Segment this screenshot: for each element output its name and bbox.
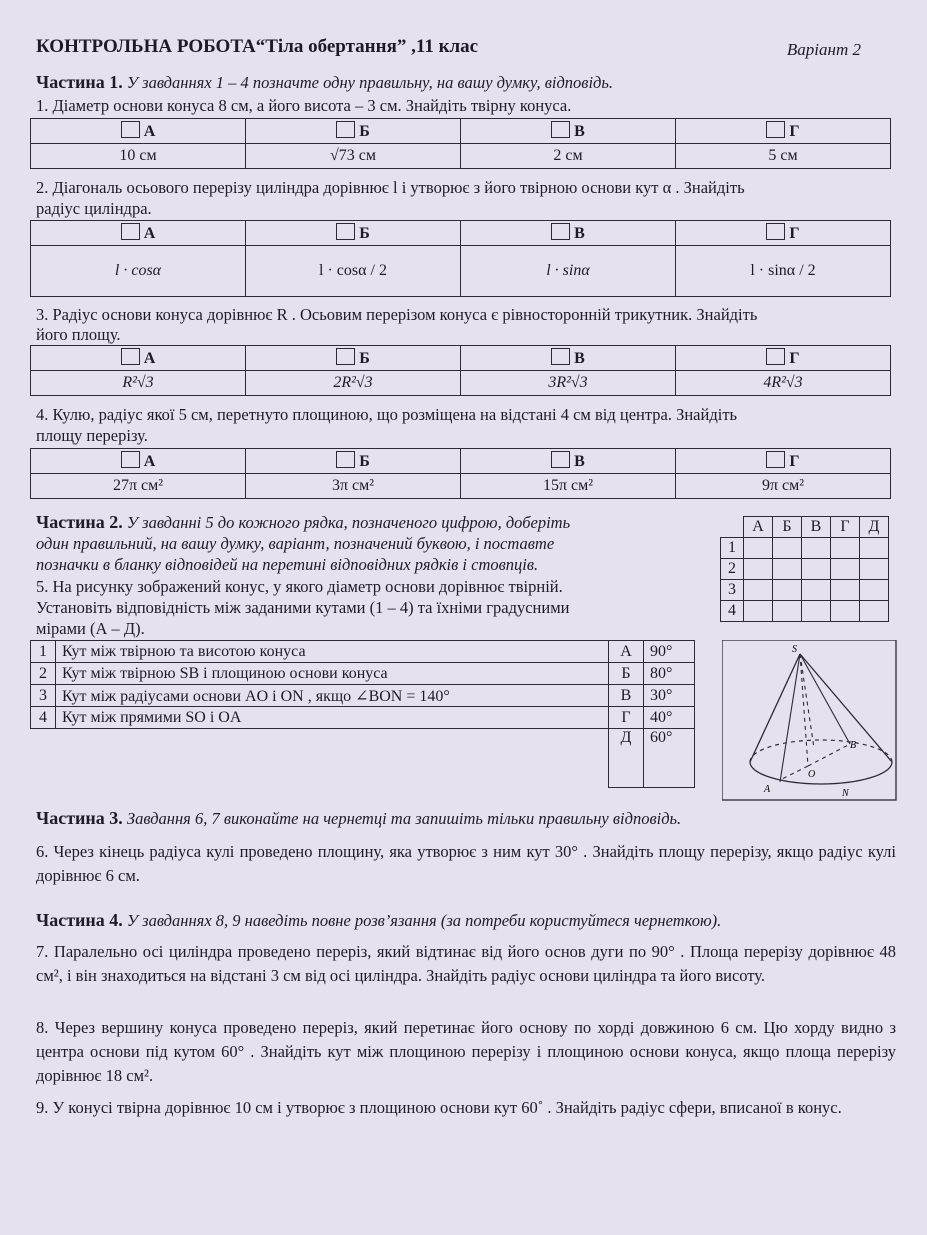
q3-answer-d: 4R²√3: [676, 371, 891, 396]
q1-answer-d: 5 см: [676, 144, 891, 169]
center-label-o: O: [808, 769, 816, 780]
q2-answer-c: l · sinα: [461, 246, 676, 297]
grid-cell[interactable]: [773, 538, 802, 559]
grid-cell[interactable]: [831, 538, 860, 559]
grid-cell[interactable]: [802, 538, 831, 559]
cone-figure: [722, 640, 898, 802]
q3-answer-a: R²√3: [31, 371, 246, 396]
q6-text: 6. Через кінець радіуса кулі проведено площину, яка утворює з ним кут 30° . Знайдіть площу перерізу, якщо радіус кулі дорівнює 6 см.: [36, 842, 896, 885]
q4-text-line1: 4. Кулю, радіус якої 5 см, перетнуто площиною, що розміщена на відстані 4 см від центра. Знайдіть: [36, 405, 738, 424]
grid-cell[interactable]: [744, 559, 773, 580]
q1-option-a-cell[interactable]: [31, 119, 246, 144]
q8-text: 8. Через вершину конуса проведено переріз, який перетинає його основу по хорді довжиною 6 см. Цю хорду видно з центра основи під кутом 60° . Знайдіть кут між площиною перерізу і площиною основи конуса, якщо площа перерізу дорівнює 18 см².: [36, 1018, 896, 1085]
grid-row-header: 1: [721, 538, 744, 559]
cone-base-front: [750, 762, 892, 784]
match-value: 90°: [644, 641, 695, 663]
match-letter: А: [609, 641, 644, 663]
q3-option-d-cell[interactable]: [676, 346, 891, 371]
grid-cell[interactable]: [860, 580, 889, 601]
matching-table: [30, 640, 695, 788]
option-letter: А: [143, 453, 156, 470]
grid-cell[interactable]: [802, 580, 831, 601]
part1-heading: [36, 72, 613, 93]
q2-text-line1: 2. Діагональ осьового перерізу циліндра дорівнює l і утворює з його твірною основи кут α . Знайдіть: [36, 178, 745, 197]
q1-text: 1. Діаметр основи конуса 8 см, а його висота – 3 см. Знайдіть твірну конуса.: [36, 96, 572, 115]
checkbox-icon[interactable]: [766, 121, 785, 138]
match-num: 1: [31, 641, 56, 663]
grid-col-header: А: [744, 517, 773, 538]
match-value: 30°: [644, 685, 695, 707]
part1-instruction: У завданнях 1 – 4 позначте одну правильну, на вашу думку, відповідь.: [126, 73, 614, 92]
option-letter: В: [574, 453, 585, 470]
q9-text: 9. У конусі твірна дорівнює 10 см і утворює з площиною основи кут 60˚ . Знайдіть радіус сфери, вписаної в конус.: [36, 1098, 842, 1117]
q2-option-a-cell[interactable]: [31, 221, 246, 246]
q2-option-c-cell[interactable]: [461, 221, 676, 246]
q4-option-c-cell[interactable]: [461, 449, 676, 474]
option-letter: А: [143, 225, 156, 242]
part2-heading: [36, 512, 570, 533]
option-letter: Г: [789, 350, 800, 367]
grid-cell[interactable]: [860, 538, 889, 559]
q4-answer-c: 15π см²: [461, 474, 676, 499]
grid-cell[interactable]: [831, 601, 860, 622]
match-value: 40°: [644, 707, 695, 729]
part2-label: Частина 2.: [36, 512, 123, 532]
q2-answer-table: [30, 220, 891, 297]
match-empty: [56, 729, 609, 788]
match-num: 4: [31, 707, 56, 729]
option-letter: Б: [359, 225, 370, 242]
q1-answer-b: √73 см: [246, 144, 461, 169]
grid-cell[interactable]: [860, 559, 889, 580]
part3-heading: [36, 808, 681, 829]
part3-label: Частина 3.: [36, 808, 123, 828]
grid-cell[interactable]: [802, 559, 831, 580]
grid-col-header: Г: [831, 517, 860, 538]
checkbox-icon[interactable]: [121, 121, 140, 138]
grid-cell[interactable]: [773, 580, 802, 601]
q4-answer-table: [30, 448, 891, 499]
match-item: Кут між радіусами основи AO і ON , якщо ∠BON = 140°: [56, 685, 609, 707]
q2-text-line2: радіус циліндра.: [36, 199, 152, 218]
match-letter: В: [609, 685, 644, 707]
match-letter: Б: [609, 663, 644, 685]
q3-answer-table: [30, 345, 891, 396]
q3-answer-c: 3R²√3: [461, 371, 676, 396]
checkbox-icon[interactable]: [766, 223, 785, 240]
checkbox-icon[interactable]: [766, 348, 785, 365]
q5-text-line2: Установіть відповідність між заданими кутами (1 – 4) та їхніми градусними: [36, 598, 570, 617]
q3-text-line1: 3. Радіус основи конуса дорівнює R . Осьовим перерізом конуса є рівносторонній трикутник. Знайдіть: [36, 305, 758, 324]
q1-answer-a: 10 см: [31, 144, 246, 169]
q2-option-d-cell[interactable]: [676, 221, 891, 246]
grid-corner: [721, 517, 744, 538]
checkbox-icon[interactable]: [551, 121, 570, 138]
match-empty: [31, 729, 56, 788]
vertex-label-s: S: [792, 644, 797, 655]
option-letter: Б: [359, 123, 370, 140]
option-letter: Г: [789, 123, 800, 140]
match-value: 80°: [644, 663, 695, 685]
checkbox-icon[interactable]: [551, 223, 570, 240]
checkbox-icon[interactable]: [121, 451, 140, 468]
option-letter: А: [143, 350, 156, 367]
match-num: 2: [31, 663, 56, 685]
point-label-n: N: [842, 788, 849, 799]
grid-row-header: 2: [721, 559, 744, 580]
grid-row-header: 3: [721, 580, 744, 601]
q4-option-a-cell[interactable]: [31, 449, 246, 474]
part4-label: Частина 4.: [36, 910, 123, 930]
cone-base-back: [750, 740, 892, 762]
grid-cell[interactable]: [744, 538, 773, 559]
q4-text-line2: площу перерізу.: [36, 426, 148, 445]
q3-option-c-cell[interactable]: [461, 346, 676, 371]
page-title: КОНТРОЛЬНА РОБОТА“Тіла обертання” ,11 клас: [36, 36, 479, 57]
q2-option-b-cell[interactable]: [246, 221, 461, 246]
q4-answer-b: 3π см²: [246, 474, 461, 499]
checkbox-icon[interactable]: [766, 451, 785, 468]
q1-answer-table: [30, 118, 891, 169]
checkbox-icon[interactable]: [336, 348, 355, 365]
q1-option-c-cell[interactable]: [461, 119, 676, 144]
option-letter: В: [574, 123, 585, 140]
q4-option-d-cell[interactable]: [676, 449, 891, 474]
part2-instruction-3: позначки в бланку відповідей на перетині відповідних рядків і стовпців.: [36, 555, 539, 574]
part3-instruction: Завдання 6, 7 виконайте на чернетці та запишіть тільки правильну відповідь.: [126, 809, 682, 828]
option-letter: В: [574, 350, 585, 367]
part2-instruction-1: У завданні 5 до кожного рядка, позначеного цифрою, доберіть: [126, 513, 571, 532]
checkbox-icon[interactable]: [121, 348, 140, 365]
checkbox-icon[interactable]: [121, 223, 140, 240]
match-letter: Г: [609, 707, 644, 729]
option-letter: Б: [359, 453, 370, 470]
variant-label: Варіант 2: [786, 40, 861, 59]
grid-cell[interactable]: [860, 601, 889, 622]
checkbox-icon[interactable]: [336, 451, 355, 468]
option-letter: Б: [359, 350, 370, 367]
grid-col-header: Б: [773, 517, 802, 538]
q2-answer-d: l · sinα / 2: [676, 246, 891, 297]
part4-instruction: У завданнях 8, 9 наведіть повне розв’язання (за потреби користуйтеся чернеткою).: [126, 911, 722, 930]
part1-label: Частина 1.: [36, 72, 123, 92]
point-label-b: B: [850, 740, 857, 751]
q5-text-line1: 5. На рисунку зображений конус, у якого діаметр основи дорівнює твірній.: [36, 577, 563, 596]
q3-text-line2: його площу.: [36, 325, 121, 344]
q1-option-b-cell[interactable]: [246, 119, 461, 144]
grid-col-header: Д: [860, 517, 889, 538]
grid-cell[interactable]: [802, 601, 831, 622]
match-num: 3: [31, 685, 56, 707]
match-value: 60°: [644, 729, 695, 788]
checkbox-icon[interactable]: [336, 223, 355, 240]
q3-answer-b: 2R²√3: [246, 371, 461, 396]
grid-cell[interactable]: [831, 559, 860, 580]
q4-answer-a: 27π см²: [31, 474, 246, 499]
option-letter: Г: [789, 225, 800, 242]
option-letter: А: [143, 123, 156, 140]
option-letter: В: [574, 225, 585, 242]
q4-option-b-cell[interactable]: [246, 449, 461, 474]
grid-cell[interactable]: [773, 559, 802, 580]
part2-instruction-2: один правильний, на вашу думку, варіант, позначений буквою, і поставте: [36, 534, 555, 553]
point-label-a: A: [764, 784, 771, 795]
match-item: Кут між прямими SO і OA: [56, 707, 609, 729]
q3-option-b-cell[interactable]: [246, 346, 461, 371]
q2-answer-b: l · cosα / 2: [246, 246, 461, 297]
checkbox-icon[interactable]: [551, 451, 570, 468]
q1-answer-c: 2 см: [461, 144, 676, 169]
answer-grid: [720, 516, 889, 622]
grid-cell[interactable]: [744, 601, 773, 622]
grid-col-header: В: [802, 517, 831, 538]
grid-row-header: 4: [721, 601, 744, 622]
q2-answer-a: l · cosα: [31, 246, 246, 297]
q1-option-d-cell[interactable]: [676, 119, 891, 144]
grid-cell[interactable]: [831, 580, 860, 601]
checkbox-icon[interactable]: [551, 348, 570, 365]
grid-cell[interactable]: [773, 601, 802, 622]
match-letter: Д: [609, 729, 644, 788]
grid-cell[interactable]: [744, 580, 773, 601]
q7-text: 7. Паралельно осі циліндра проведено переріз, який відтинає від його основ дуги по 90° . Площа перерізу дорівнює 48 см², і він знаходиться на відстані 3 см від осі циліндра. Знайдіть радіус основи циліндра та його висоту.: [36, 942, 896, 985]
checkbox-icon[interactable]: [336, 121, 355, 138]
q3-option-a-cell[interactable]: [31, 346, 246, 371]
match-item: Кут між твірною SB і площиною основи конуса: [56, 663, 609, 685]
q4-answer-d: 9π см²: [676, 474, 891, 499]
option-letter: Г: [789, 453, 800, 470]
part4-heading: [36, 910, 721, 931]
q5-text-line3: мірами (А – Д).: [36, 619, 145, 638]
match-item: Кут між твірною та висотою конуса: [56, 641, 609, 663]
